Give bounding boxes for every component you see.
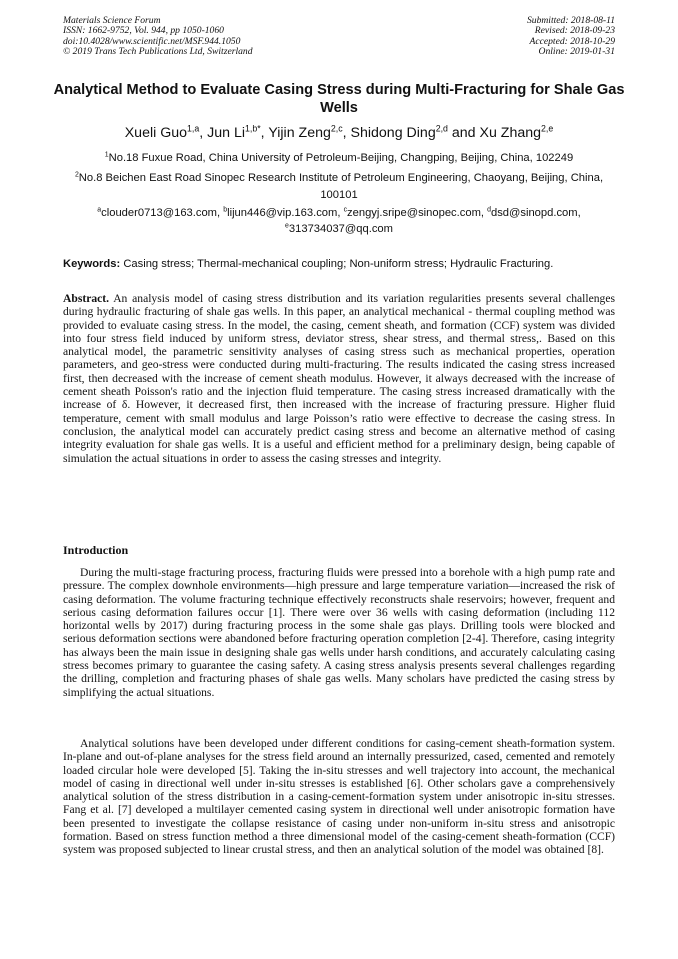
keywords	[63, 257, 615, 272]
author-separator: ,	[342, 125, 351, 141]
journal-issn: ISSN: 1662-9752, Vol. 944, pp 1050-1060	[63, 25, 224, 37]
abstract-label: Abstract.	[63, 292, 110, 305]
journal-copyright: © 2019 Trans Tech Publications Ltd, Switzerland	[63, 46, 253, 58]
email-address[interactable]: dsd@sinopd.com	[490, 207, 578, 219]
email-separator: ,	[217, 207, 224, 219]
intro-paragraph-1: During the multi-stage fracturing process, fracturing fluids were pressed into a borehole with a high pump rate and pressure. The complex downhole environments—high pressure and large temperature variation—increased the risk of casing deformation. The volume fracturing technique effectively reconstructs shale reservoirs; however, frequent and serious casing deformation failures occur [1]. There were over 36 wells with casing deformation (including 112 horizontal wells by 2017) during fracturing process in the some shale gas plays. Drilling tools were blocked and serious deformation sections were abandoned before fracturing operation completion [2-4]. Therefore, casing integrity has always been the main issue in designing shale gas wells under harsh conditions, and accurately calculating casing stress becomes primary to guarantee the casing safety. A casing stress analysis presents several challenges regarding the drilling, completion and fracturing phases of shale gas wells. Many scholars have predicted the casing stress by simplifying the actual situations.	[63, 566, 615, 699]
date-submitted: Submitted: 2018-08-11	[526, 15, 615, 26]
author-separator: ,	[199, 125, 208, 141]
abstract	[63, 292, 615, 465]
email-separator: ,	[337, 207, 344, 219]
affiliation-text: No.8 Beichen East Road Sinopec Research Institute of Petroleum Engineering, Chaoyang, Beijing, China, 100101	[78, 172, 604, 201]
paper-title: Analytical Method to Evaluate Casing Stress during Multi-Fracturing for Shale Gas Wells	[53, 82, 625, 116]
affiliation-mark: 1	[104, 151, 109, 159]
keywords-text: Casing stress; Thermal-mechanical coupling; Non-uniform stress; Hydraulic Fracturing.	[123, 258, 554, 270]
author-name: Yijin Zeng	[268, 125, 331, 141]
author-separator: and	[447, 125, 480, 141]
author-affiliation-mark: 2,e	[541, 123, 554, 134]
email-address[interactable]: lijun446@vip.163.com	[227, 207, 338, 219]
date-accepted: Accepted: 2018-10-29	[529, 35, 615, 47]
intro-paragraph-2: Analytical solutions have been developed under different conditions for casing-cement sheath-formation system. In-plane and out-of-plane analyses for the stress field around an internally pressurized, cased, cemented and remotely loaded circular hole were developed [5]. Taking the in-situ stresses and well trajectory into account, the mechanical model of casing in directional well under in-situ stresses is established [6]. Other scholars gave a comprehensively analytical solution of the stress distribution in a casing-cement-formation system under anisotropic in-situ stresses. Fang et al. [7] developed a multilayer cemented casing system in directional well under anisotropic formation have been presented to investigate the collapse resistance of casing under non-uniform in-situ stress and anisotropic formation. Based on stress function method a three dimensional model of the casing-cement sheath-formation (CCF) system was proposed subjected to linear crustal stress, and then an analytical solution of the model was obtained [8].	[63, 737, 615, 857]
author-affiliation-mark: 2,c	[330, 123, 343, 134]
email-mark: c	[343, 206, 348, 214]
email-address[interactable]: zengyj.sripe@sinopec.com	[347, 207, 481, 219]
publication-dates	[527, 16, 615, 58]
author-name: Xu Zhang	[479, 125, 542, 141]
author-name: Xueli Guo	[124, 125, 188, 141]
email-mark: b	[223, 206, 228, 214]
author-name: Jun Li	[207, 125, 246, 141]
keywords-label: Keywords:	[63, 258, 121, 270]
section-heading-introduction: Introduction	[63, 543, 129, 557]
author-affiliation-mark: 1,b*	[245, 123, 261, 134]
author-affiliation-mark: 2,d	[435, 123, 448, 134]
email-mark: d	[487, 206, 491, 214]
author-separator: ,	[260, 125, 269, 141]
email-separator: ,	[577, 207, 581, 219]
date-revised: Revised: 2018-09-23	[534, 25, 615, 37]
email-list	[58, 206, 620, 237]
affiliation-2	[58, 170, 620, 203]
journal-name: Materials Science Forum	[63, 15, 161, 26]
affiliation-text: No.18 Fuxue Road, China University of Petroleum-Beijing, Changping, Beijing, China, 102249	[108, 152, 574, 164]
journal-info	[63, 16, 253, 58]
journal-doi: doi:10.4028/www.scientific.net/MSF.944.1050	[63, 35, 241, 47]
author-affiliation-mark: 1,a	[187, 123, 200, 134]
email-address[interactable]: 313734037@qq.com	[288, 222, 393, 235]
author-list	[40, 124, 638, 142]
email-mark: e	[285, 221, 289, 229]
email-mark: a	[97, 206, 102, 214]
email-address[interactable]: clouder0713@163.com	[101, 207, 218, 219]
affiliation-mark: 2	[74, 171, 79, 179]
author-name: Shidong Ding	[350, 125, 436, 141]
affiliation-1	[58, 150, 620, 167]
email-separator: ,	[480, 207, 488, 219]
date-online: Online: 2019-01-31	[538, 46, 615, 58]
abstract-text: An analysis model of casing stress distribution and its variation regularities presents several challenges during hydraulic fracturing of shale gas wells. In this paper, an analytical mechanical - thermal coupling method was provided to evaluate casing stress. In the model, the casing, cement sheath, and formation (CCF) system was divided into four stress field induced by uniform stress, deviator stress, shear stress, and thermal stress,. Based on this analytical model, the parametric sensitivity analyses of casing stress such as mechanical properties, operation parameters, and geo-stress were conducted during multi-fracturing. The results indicated the casing stress increased first, then decreased with the increase of cement sheath modulus. However, it always decreased with the increase of cement sheath Poisson's ratio and the injection fluid temperature. The casing stress increased dramatically with the increase of δ. However, it decreased first, then increased with the increase of fracturing pressure. Higher fluid temperature, cement with small modulus and large Poisson’s ratio were effective to decrease the casing stress. In conclusion, the analytical model can accurately predict casing stress and become an alternative method of casing integrity evaluation for shale gas wells. It is a useful and efficient method for a preliminary design, being capable of simulation the actual situations in order to assess the casing stresses and integrity.	[63, 292, 615, 465]
